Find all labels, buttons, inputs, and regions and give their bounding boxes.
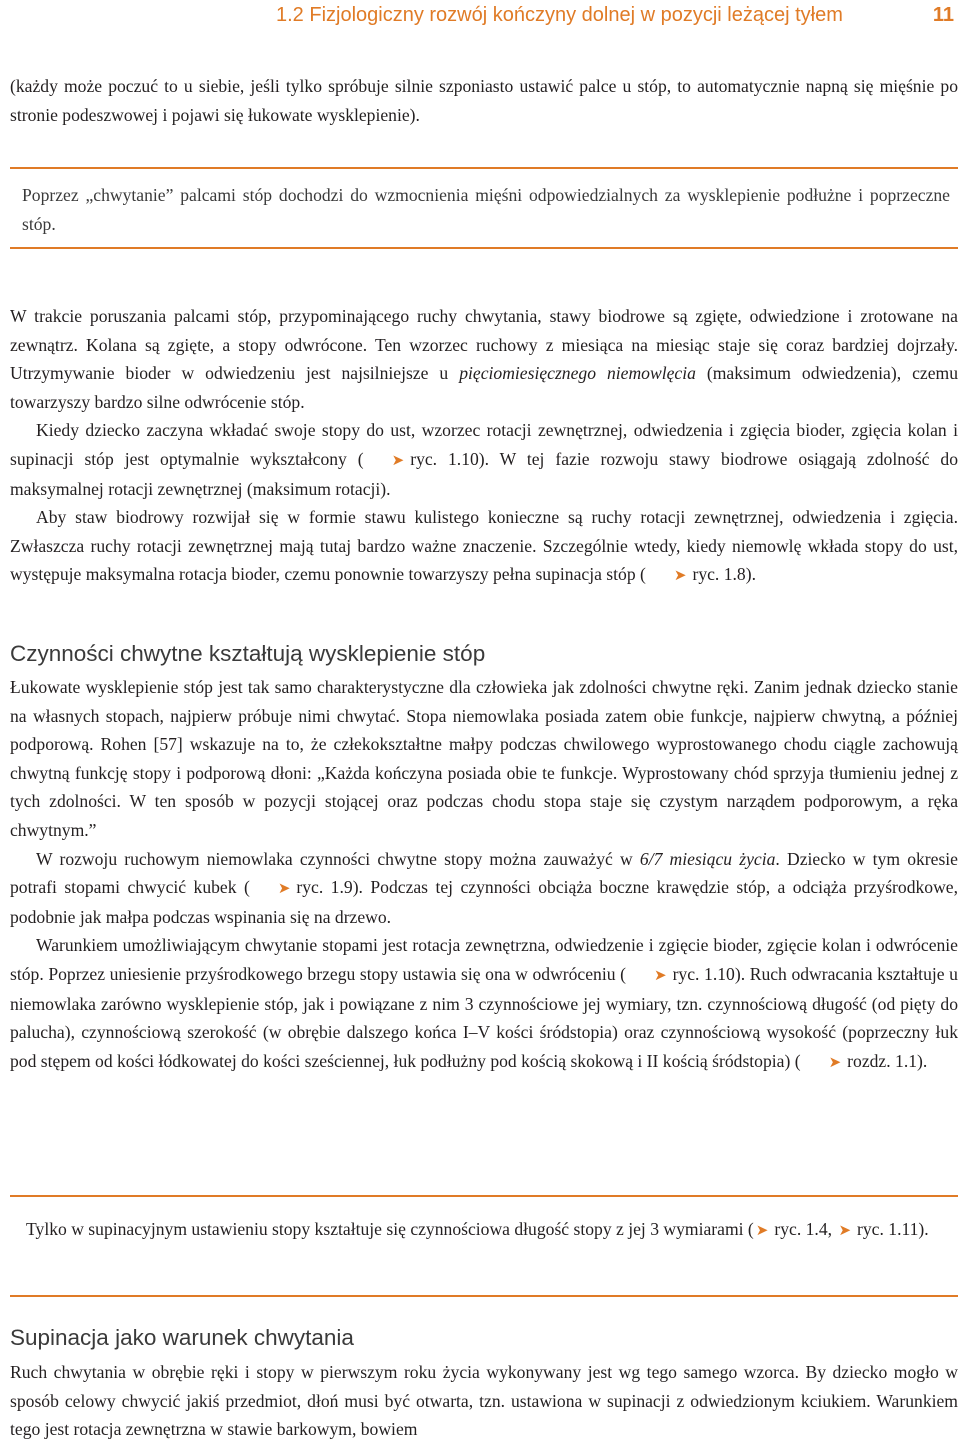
highlight-box-2 [10, 1195, 958, 1297]
running-head-title: 1.2 Fizjologiczny rozwój kończyny dolnej w pozycji leżącej tyłem [276, 4, 843, 26]
figure-reference[interactable]: ryc. 1.10 [672, 963, 735, 984]
section2-paragraph-2: W rozwoju ruchowym niemowlaka czynności chwytne stopy można zauważyć w 6/7 miesiącu życia. Dziecko w tym okresie potrafi stopami chwycić kubek ( ➤ ryc. 1.9). Podczas tej czynności obciąża boczne krawędzie stóp, a odciąża przyśrodkowe, podobnie jak małpa podczas wspinania się na drzewo. [10, 848, 958, 927]
section-heading-1: Czynności chwytne kształtują wysklepienie stóp [10, 641, 486, 666]
highlight-box-1 [10, 167, 958, 249]
arrow-right-icon: ➤ [673, 566, 687, 585]
section1-paragraph-1: W trakcie poruszania palcami stóp, przypominającego ruchy chwytania, stawy biodrowe są zgięte, odwiedzione i zrotowane na zewnątrz. Kolana są zgięte, a stopy odwrócone. Ten wzorzec ruchowy z miesiąca na miesiąc staje się coraz bardziej dojrzały. Utrzymywanie bioder w odwiedzeniu jest najsilniejsze u pięciomiesięcznego niemowlęcia (maksimum odwiedzenia), czemu towarzyszy bardzo silne odwrócenie stóp. [10, 306, 958, 412]
arrow-right-icon: ➤ [277, 879, 291, 898]
arrow-right-icon: ➤ [828, 1052, 842, 1071]
section2-paragraph-3: Warunkiem umożliwiającym chwytanie stopami jest rotacja zewnętrzna, odwiedzenie i zgięcie bioder, zgięcie kolan i odwrócenie stóp. Poprzez uniesienie przyśrodkowego brzegu stopy ustawia się ona w odwróceniu ( ➤ ryc. 1.10). Ruch odwracania kształtuje u niemowlaka zarówno wysklepienie stóp, jak i powiązane z nim 3 czynnościowe jej wymiary, tzn. czynnościową długość (od pięty do palucha), czynnościową szerokość (w obrębie dalszego końca I–V kości śródstopia) oraz czynnościową wysokość (poprzeczny łuk pod stępem od kości łódkowatej do kości sześciennej, łuk podłużny pod kością skokową i II kością śródstopia) ( ➤ rozdz. 1.1). [10, 931, 958, 1076]
figure-reference[interactable]: ryc. 1.4, [774, 1219, 833, 1239]
figure-reference[interactable]: ryc. 1.9 [296, 877, 353, 898]
figure-reference[interactable]: ryc. 1.8 [692, 564, 746, 585]
figure-reference[interactable]: ryc. 1.11 [857, 1219, 919, 1239]
chapter-reference[interactable]: rozdz. 1.1 [847, 1050, 918, 1071]
arrow-right-icon: ➤ [755, 1221, 769, 1239]
section3-paragraph-1: Ruch chwytania w obrębie ręki i stopy w pierwszym roku życia wykonywany jest wg tego samego wzorca. By dziecko mogło w sposób celowy chwycić jakiś przedmiot, dłoń musi być otwarta, tzn. ustawiona w supinacji z odwiedzionym kciukiem. Warunkiem tego jest rotacja zewnętrzna w stawie barkowym, bowiem [10, 1362, 958, 1440]
section-heading-2: Supinacja jako warunek chwytania [10, 1325, 354, 1350]
intro-paragraph [10, 72, 958, 129]
section-2-body [10, 673, 958, 1076]
box2-text: Tylko w supinacyjnym ustawieniu stopy kształtuje się czynnościowa długość stopy z jej 3 wymiarami ( ➤ ryc. 1.4, ➤ ryc. 1.11). [26, 1215, 944, 1245]
section-3-body [10, 1358, 958, 1444]
emphasis: 6/7 miesiącu życia [639, 848, 776, 869]
arrow-right-icon: ➤ [391, 450, 405, 469]
figure-reference[interactable]: ryc. 1.10 [410, 448, 479, 469]
page-number: 11 [932, 4, 954, 26]
running-head [0, 4, 960, 32]
box1-text: Poprzez „chwytanie” palcami stóp dochodzi do wzmocnienia mięśni odpowiedzialnych za wysklepienie podłużne i poprzeczne stóp. [22, 185, 950, 234]
section2-paragraph-1: Łukowate wysklepienie stóp jest tak samo charakterystyczne dla człowieka jak zdolności chwytne ręki. Zanim jednak dziecko stanie na własnych stopach, najpierw próbuje nimi chwytać. Stopa niemowlaka posiada zatem obie funkcje, najpierw chwytną, a później podporową. Rohen [57] wskazuje na to, że człekokształtne małpy podczas chwilowego wyprostowanego chodu ciągle zachowują chwytną funkcję stopy i podporową dłoni: „Każda kończyna posiada obie te funkcje. Wyprostowany chód sprzyja tłumieniu jednej z tych zdolności. W ten sposób w pozycji stojącej oraz podczas chodu stopa staje się czystym narządem podporowym, a ręka chwytnym.” [10, 677, 958, 840]
emphasis: pięciomiesięcznego niemowlęcia [459, 363, 696, 384]
arrow-right-icon: ➤ [838, 1221, 852, 1239]
section1-paragraph-3: Aby staw biodrowy rozwijał się w formie stawu kulistego konieczne są ruchy rotacji zewnętrznej, odwiedzenia i zgięcia. Zwłaszcza ruchy rotacji zewnętrznej mają tutaj bardzo ważne znaczenie. Szczególnie wtedy, kiedy niemowlę wkłada stopy do ust, występuje maksymalna rotacja bioder, czemu ponownie towarzyszy pełna supinacja stóp ( ➤ ryc. 1.8). [10, 503, 958, 590]
arrow-right-icon: ➤ [654, 965, 667, 984]
section-1-body [10, 302, 958, 590]
section1-paragraph-2: Kiedy dziecko zaczyna wkładać swoje stopy do ust, wzorzec rotacji zewnętrznej, odwiedzenia i zgięcia bioder, zgięcia kolan i supinacji stóp jest optymalnie wykształcony ( ➤ ryc. 1.10). W tej fazie rozwoju stawy biodrowe osiągają zdolność do maksymalnej rotacji zewnętrznej (maksimum rotacji). [10, 420, 958, 499]
intro-text: (każdy może poczuć to u siebie, jeśli tylko spróbuje silnie szponiasto ustawić palce u stóp, to automatycznie napną się mięśnie po stronie podeszwowej i pojawi się łukowate wysklepienie). [10, 76, 958, 125]
